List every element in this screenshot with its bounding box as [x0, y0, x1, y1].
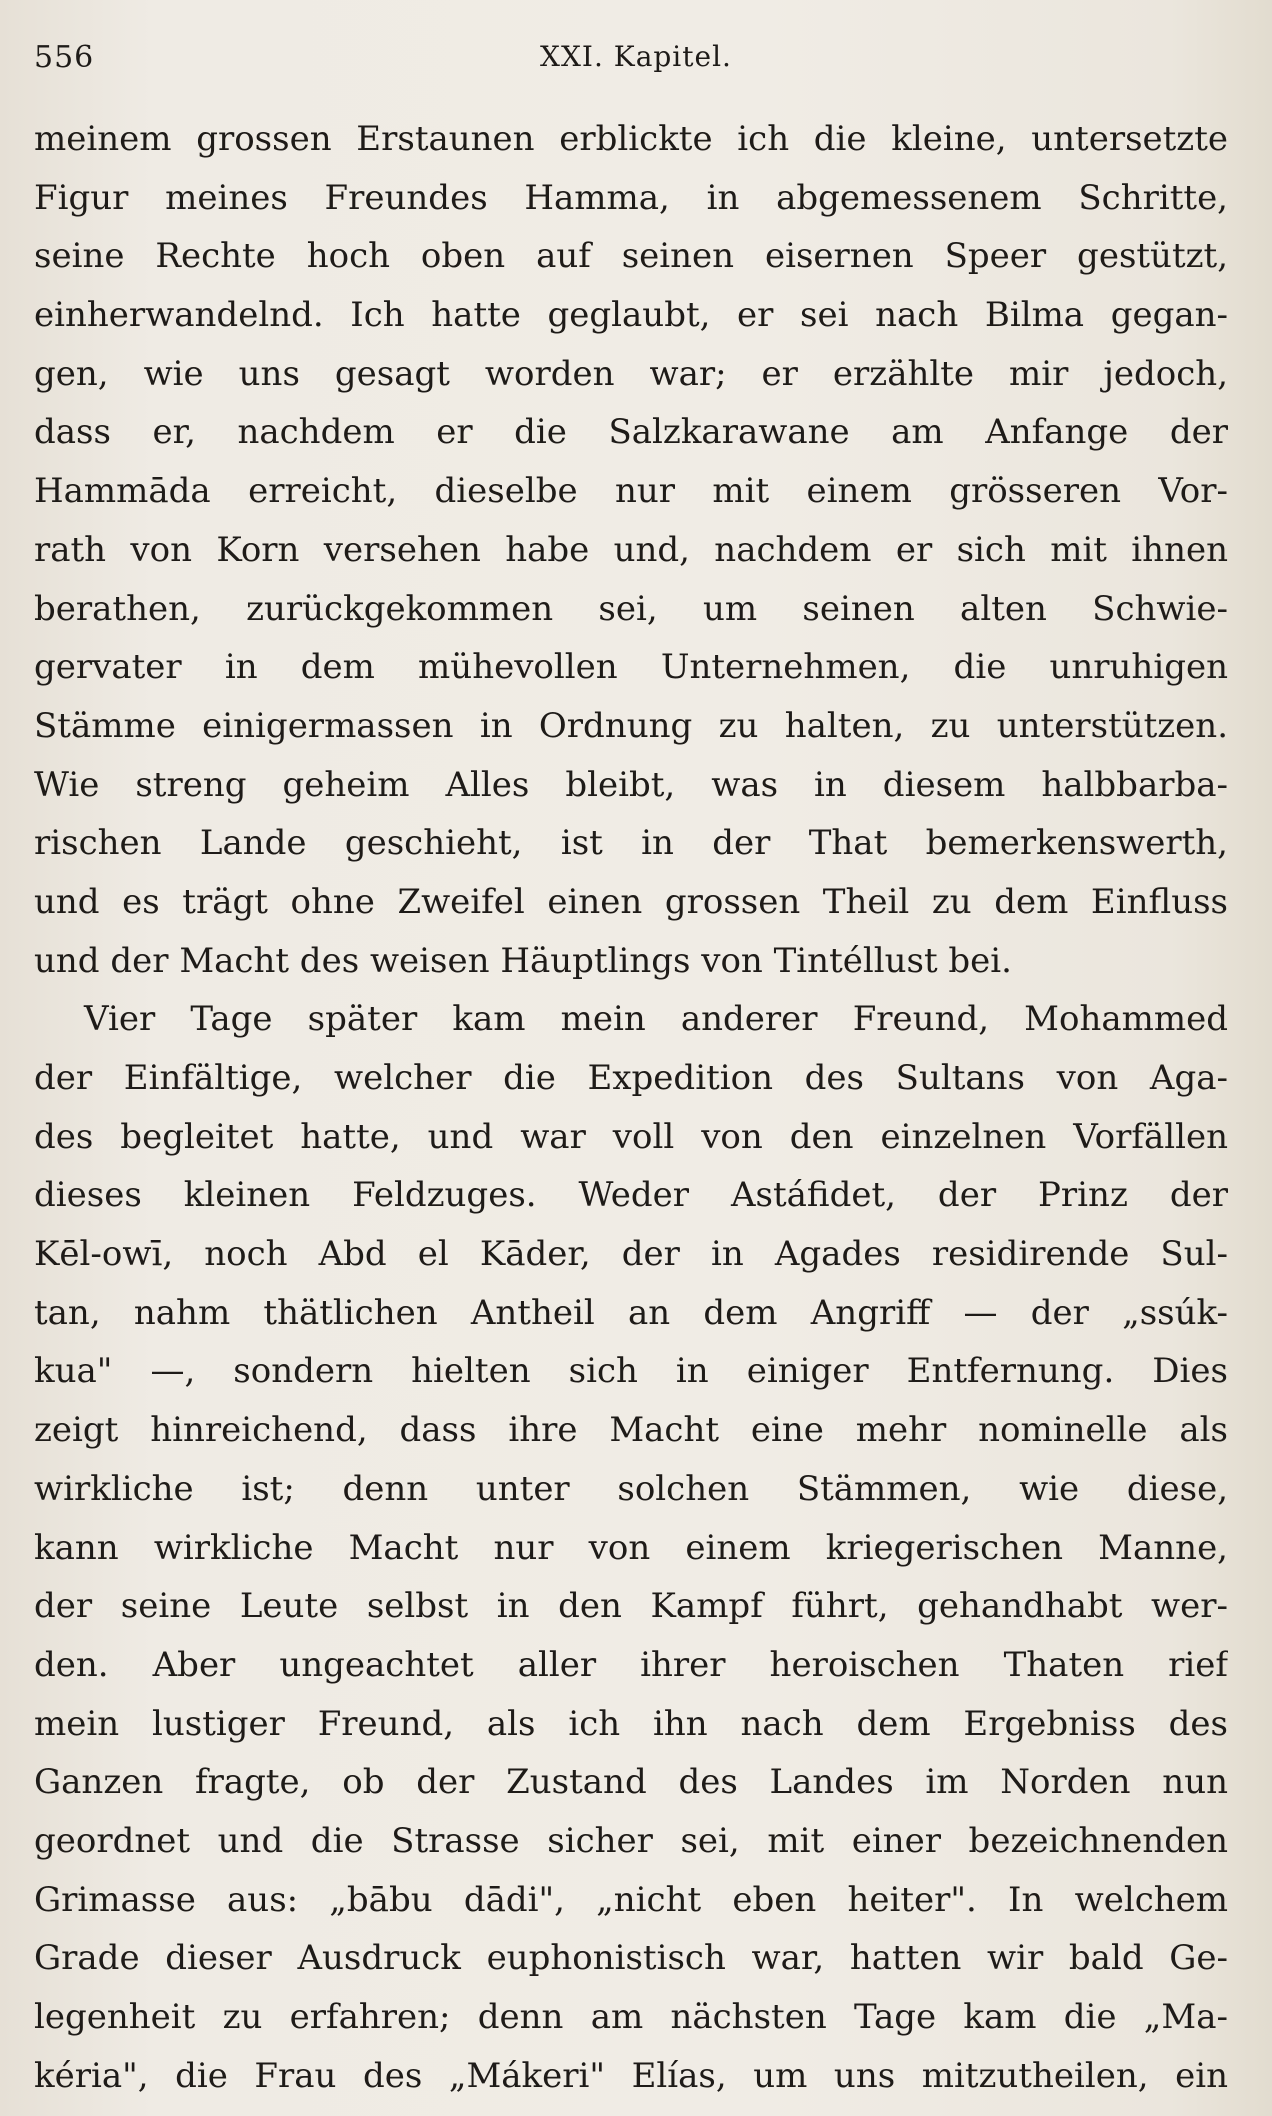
- text-line: kann wirkliche Macht nur von einem kriegerischen Manne,: [34, 1527, 1228, 1568]
- text-line: Grimasse aus: „bābu dādi", „nicht eben heiter". In welchem: [34, 1879, 1228, 1920]
- text-line: seine Rechte hoch oben auf seinen eisernen Speer gestützt,: [34, 236, 1228, 277]
- text-line: Hammāda erreicht, dieselbe nur mit einem grösseren Vor-: [34, 471, 1228, 512]
- text-line: zeigt hinreichend, dass ihre Macht eine mehr nominelle als: [34, 1410, 1228, 1451]
- text-line: der seine Leute selbst in den Kampf führt, gehandhabt wer-: [34, 1586, 1228, 1627]
- text-line: legenheit zu erfahren; denn am nächsten Tage kam die „Ma-: [34, 1997, 1228, 2037]
- text-line: tan, nahm thätlichen Antheil an dem Angriff — der „ssúk-: [34, 1292, 1228, 1333]
- body-text: [34, 110, 1228, 2105]
- text-line: Kēl-owī, noch Abd el Kāder, der in Agades residirende Sul-: [34, 1234, 1228, 1275]
- paragraph-first-line: Vier Tage später kam mein anderer Freund, Mohammed: [84, 999, 1228, 1040]
- text-line: Grade dieser Ausdruck euphonistisch war, hatten wir bald Ge-: [34, 1938, 1228, 1979]
- text-line: dass er, nachdem er die Salzkarawane am Anfange der: [34, 412, 1228, 453]
- paragraph-end-line: und der Macht des weisen Häuptlings von Tintéllust bei.: [34, 940, 1012, 981]
- chapter-title: XXI. Kapitel.: [540, 40, 732, 73]
- text-line: geordnet und die Strasse sicher sei, mit einer bezeichnenden: [34, 1820, 1228, 1861]
- text-line: mein lustiger Freund, als ich ihn nach dem Ergebniss des: [34, 1703, 1228, 1744]
- text-line: rath von Korn versehen habe und, nachdem er sich mit ihnen: [34, 529, 1228, 570]
- text-line: kua" —, sondern hielten sich in einiger Entfernung. Dies: [34, 1351, 1228, 1392]
- text-line: meinem grossen Erstaunen erblickte ich die kleine, untersetzte: [34, 119, 1228, 159]
- text-line: den. Aber ungeachtet aller ihrer heroischen Thaten rief: [34, 1644, 1228, 1685]
- text-line: wirkliche ist; denn unter solchen Stämmen, wie diese,: [34, 1468, 1228, 1509]
- text-line: und es trägt ohne Zweifel einen grossen Theil zu dem Einfluss: [34, 881, 1228, 922]
- text-line: rischen Lande geschieht, ist in der That bemerkenswerth,: [34, 823, 1228, 864]
- text-line: dieses kleinen Feldzuges. Weder Astáfidet, der Prinz der: [34, 1175, 1228, 1216]
- text-line: Wie streng geheim Alles bleibt, was in diesem halbbarba-: [34, 764, 1228, 805]
- text-line: einherwandelnd. Ich hatte geglaubt, er sei nach Bilma gegan-: [34, 295, 1228, 336]
- text-line: gen, wie uns gesagt worden war; er erzählte mir jedoch,: [34, 353, 1228, 394]
- text-line: Figur meines Freundes Hamma, in abgemessenem Schritte,: [34, 177, 1228, 218]
- text-line: berathen, zurückgekommen sei, um seinen alten Schwie-: [34, 588, 1228, 629]
- text-line: des begleitet hatte, und war voll von den einzelnen Vorfällen: [34, 1116, 1228, 1157]
- text-line: gervater in dem mühevollen Unternehmen, die unruhigen: [34, 647, 1228, 688]
- running-head: [34, 40, 1238, 84]
- page-number: 556: [34, 40, 95, 75]
- text-line: Stämme einigermassen in Ordnung zu halten, zu unterstützen.: [34, 705, 1228, 746]
- text-line: Ganzen fragte, ob der Zustand des Landes im Norden nun: [34, 1762, 1228, 1803]
- text-line: der Einfältige, welcher die Expedition des Sultans von Aga-: [34, 1058, 1228, 1098]
- text-line: kéria", die Frau des „Mákeri" Elías, um uns mitzutheilen, ein: [34, 2055, 1228, 2096]
